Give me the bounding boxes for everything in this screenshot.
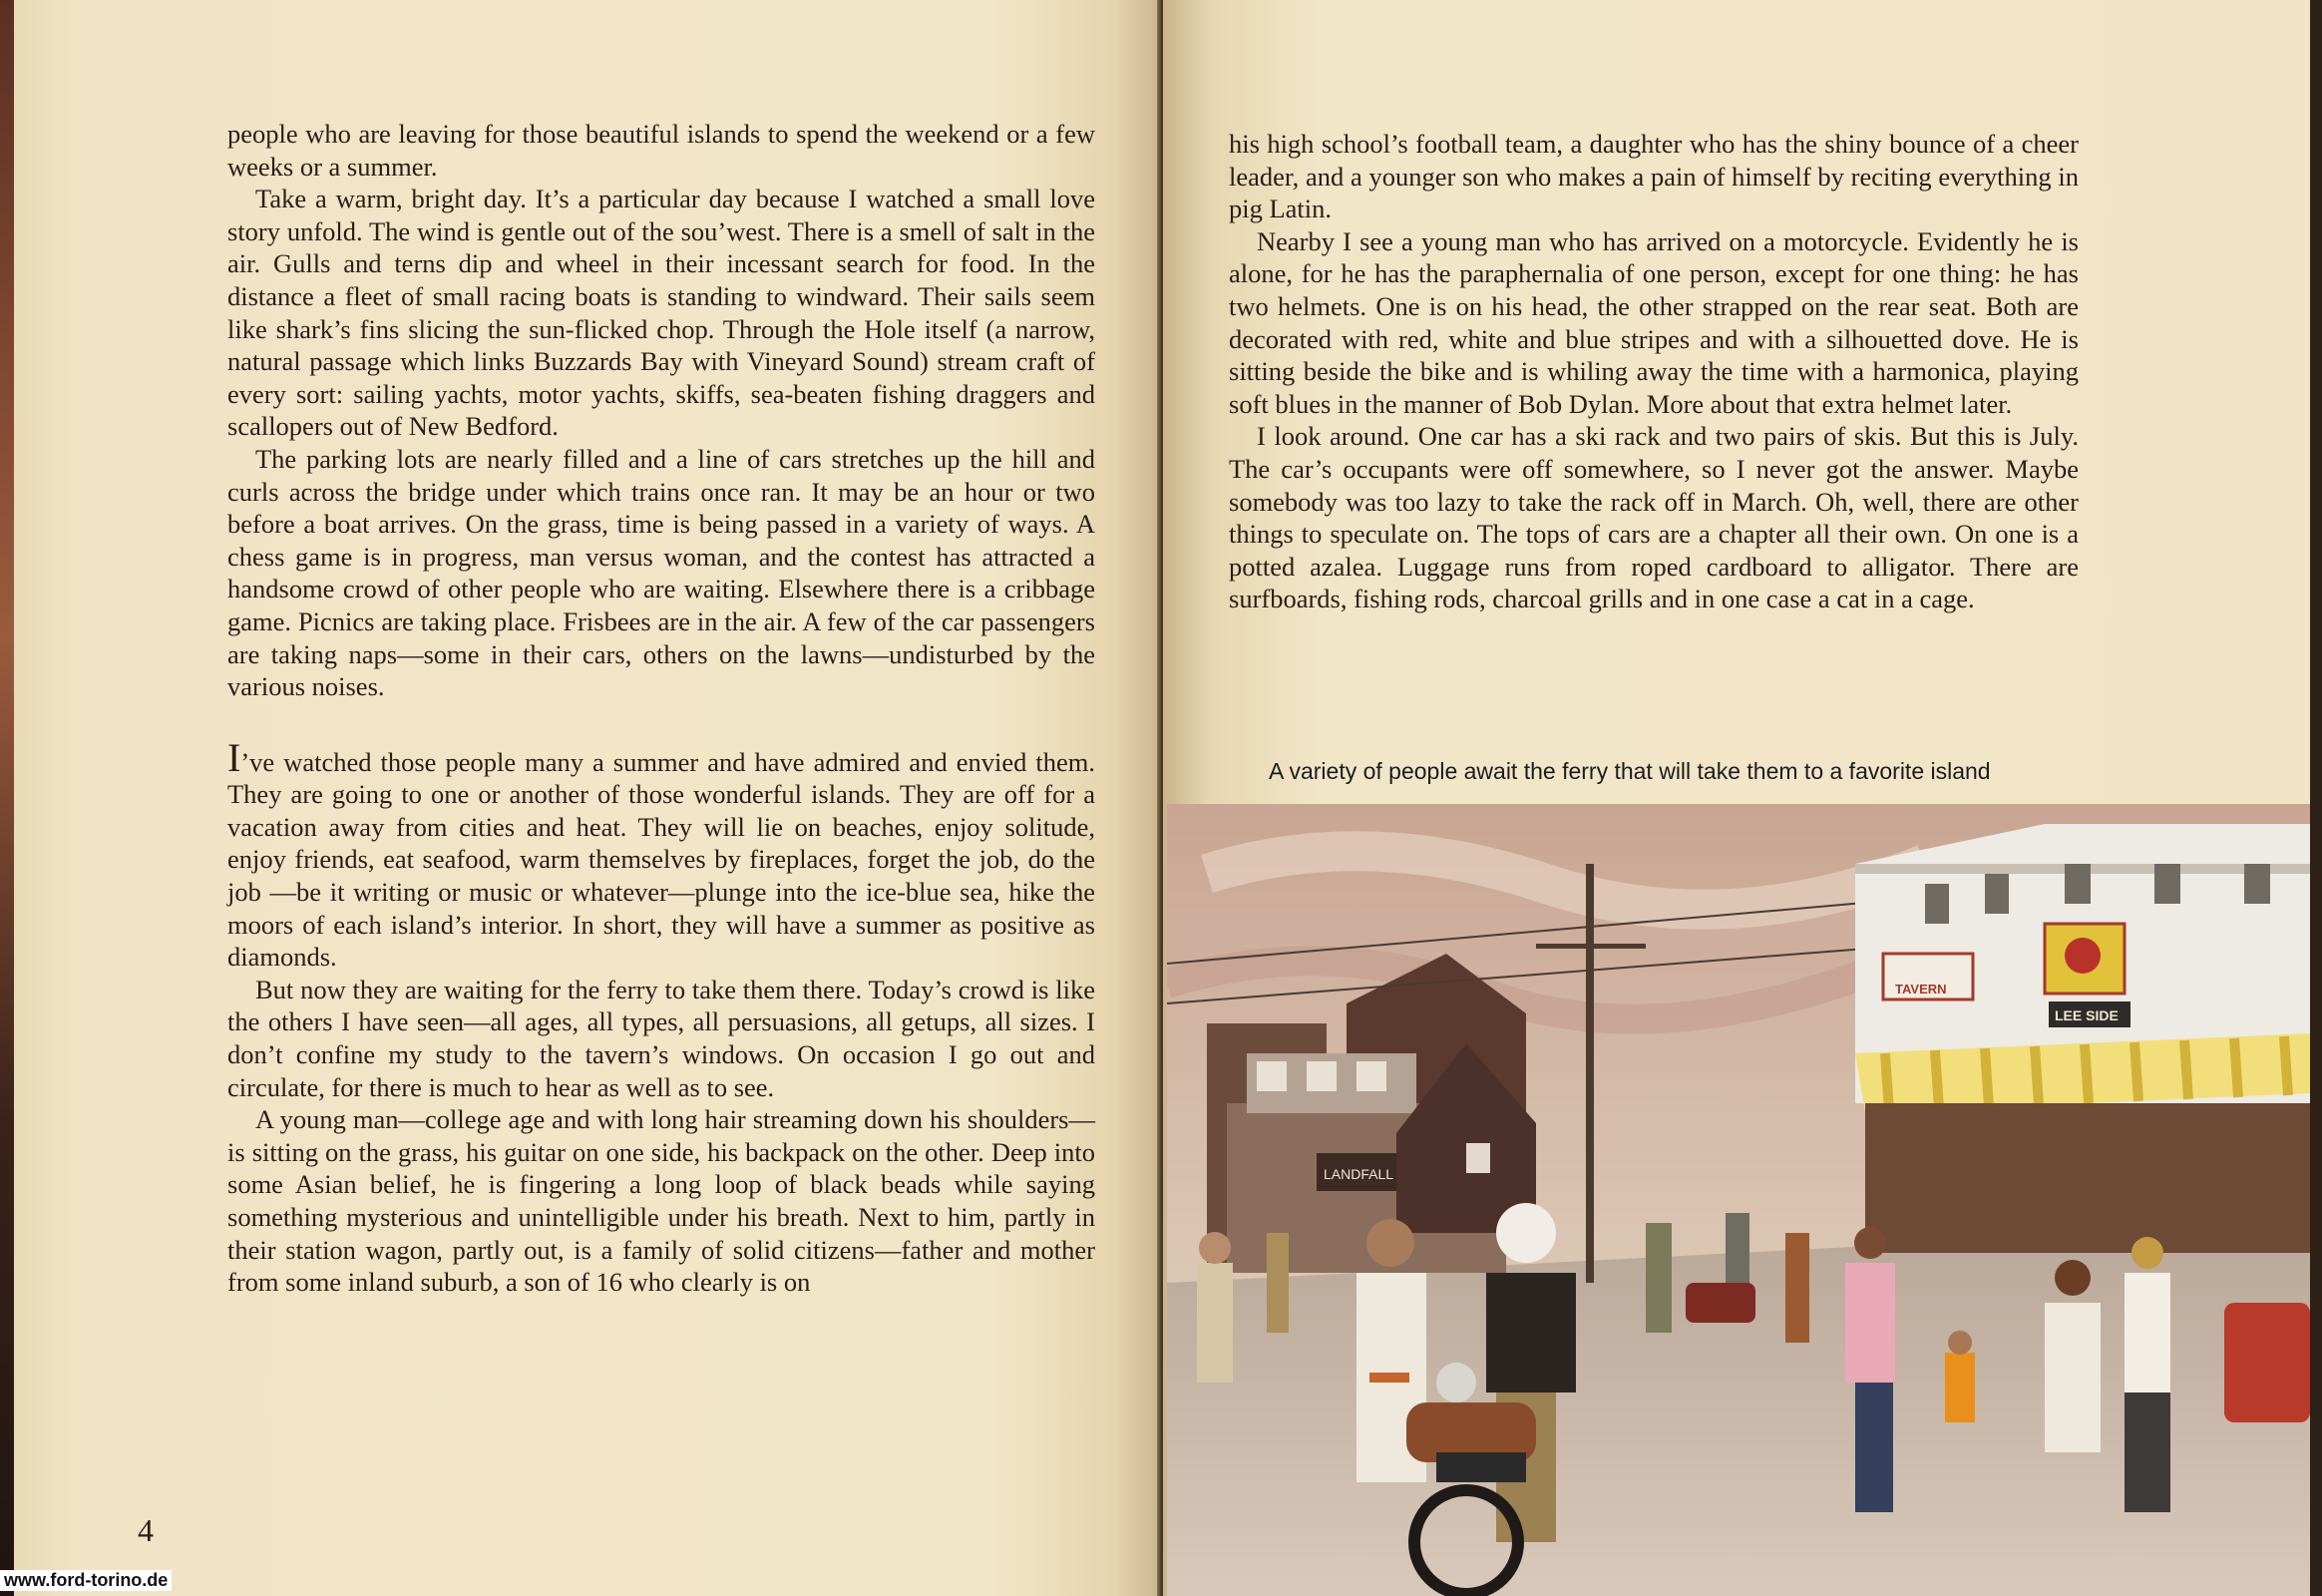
paragraph: But now they are waiting for the ferry to take them there. Today’s crowd is like the others I have seen—all ages, all types, all persuasions, all getups, all sizes. I don’t confine my study to the tavern’s windows. On occasion I go out and circulate, for there is much to hear as well as to see. (227, 974, 1095, 1102)
landfall-sign: LANDFALL (1324, 1166, 1394, 1182)
paragraph: The parking lots are nearly filled and a line of cars stretches up the hill and curls across the bridge under which trains once ran. It may be an hour or two before a boat arrives. On the grass, time is being passed in a variety of ways. A chess game is in progress, man versus woman, and the contest has attracted a handsome crowd of other people who are waiting. Elsewhere there is a cribbage game. Picnics are taking place. Frisbees are in the air. A few of the car passengers are taking naps—some in their cars, others on the lawns—undisturbed by the various noises. (227, 443, 1095, 702)
left-page-text (227, 118, 1095, 1299)
cover-edge-right (2310, 0, 2322, 1596)
paragraph: Nearby I see a young man who has arrived on a motorcycle. Evidently he is alone, for he has the paraphernalia of one person, except for one thing: he has two helmets. One is on his head, the other strapped on the rear seat. Both are decorated with red, white and blue stripes and with a silhouetted dove. He is sitting beside the bike and is whiling away the time with a harmonica, playing soft blues in the manner of Bob Dylan. More about that extra helmet later. (1229, 225, 2079, 419)
paragraph: I look around. One car has a ski rack and two pairs of skis. But this is July. The car’s occupants were off somewhere, so I never got the answer. Maybe somebody was too lazy to take the rack off in March. Oh, well, there are other things to speculate on. The tops of cars are a chapter all their own. On one is a potted azalea. Luggage runs from roped cardboard to alligator. There are surfboards, fishing rods, charcoal grills and in one case a cat in a cage. (1229, 421, 2079, 614)
paragraph: A young man—college age and with long hair streaming down his shoulders—is sitting on the grass, his guitar on one side, his backpack on the other. Deep into some Asian belief, he is fingering a long loop of black beads while saying something mysterious and unintelligible under his breath. Next to him, partly in their station wagon, partly out, is a family of solid citizens—father and mother from some inland suburb, a son of 16 who clearly is on (227, 1104, 1095, 1298)
illustration-caption: A variety of people await the ferry that will take them to a favorite island (1269, 758, 1991, 784)
tavern-sign: TAVERN (1895, 982, 1947, 997)
page-number: 4 (138, 1512, 154, 1548)
lee-side-sign: LEE SIDE (2055, 1007, 2119, 1023)
paragraph: people who are leaving for those beautiful islands to spend the weekend or a few weeks or a summer. (227, 119, 1095, 182)
car (1686, 1283, 1755, 1323)
paragraph: Take a warm, bright day. It’s a particular day because I watched a small love story unfold. The wind is gentle out of the sou’west. There is a smell of salt in the air. Gulls and terns dip and wheel in their incessant search for food. In the distance a fleet of small racing boats is standing to windward. Their sails seem like shark’s fins slicing the sun-flicked chop. Through the Hole itself (a narrow, natural passage which links Buzzards Bay with Vineyard Sound) stream craft of every sort: sailing yachts, motor yachts, skiffs, sea-beaten fishing draggers and scallopers out of New Bedford. (227, 184, 1095, 442)
dropcap-letter: I (227, 734, 241, 780)
right-page-text (1229, 128, 2079, 615)
watermark-url: www.ford-torino.de (0, 1570, 172, 1591)
ferry-terminal-illustration (1167, 804, 2310, 1596)
paragraph-dropcap: I’ve watched those people many a summer and have admired and envied them. They are going to one or another of those wonderful islands. They are off for a vacation away from cities and heat. They will lie on beaches, enjoy solitude, enjoy friends, eat seafood, warm themselves by fireplaces, forget the job, do the job —be it writing or music or whatever—plunge into the ice-blue sea, hike the moors of each island’s interior. In short, they will have a summer as positive as diamonds. (227, 734, 1095, 973)
car (2224, 1303, 2310, 1422)
illustration-painting (1167, 804, 2310, 1596)
paragraph: his high school’s football team, a daughter who has the shiny bounce of a cheer leader, and a younger son who makes a pain of himself by reciting everything in pig Latin. (1229, 129, 2079, 224)
cover-edge (0, 0, 14, 1596)
